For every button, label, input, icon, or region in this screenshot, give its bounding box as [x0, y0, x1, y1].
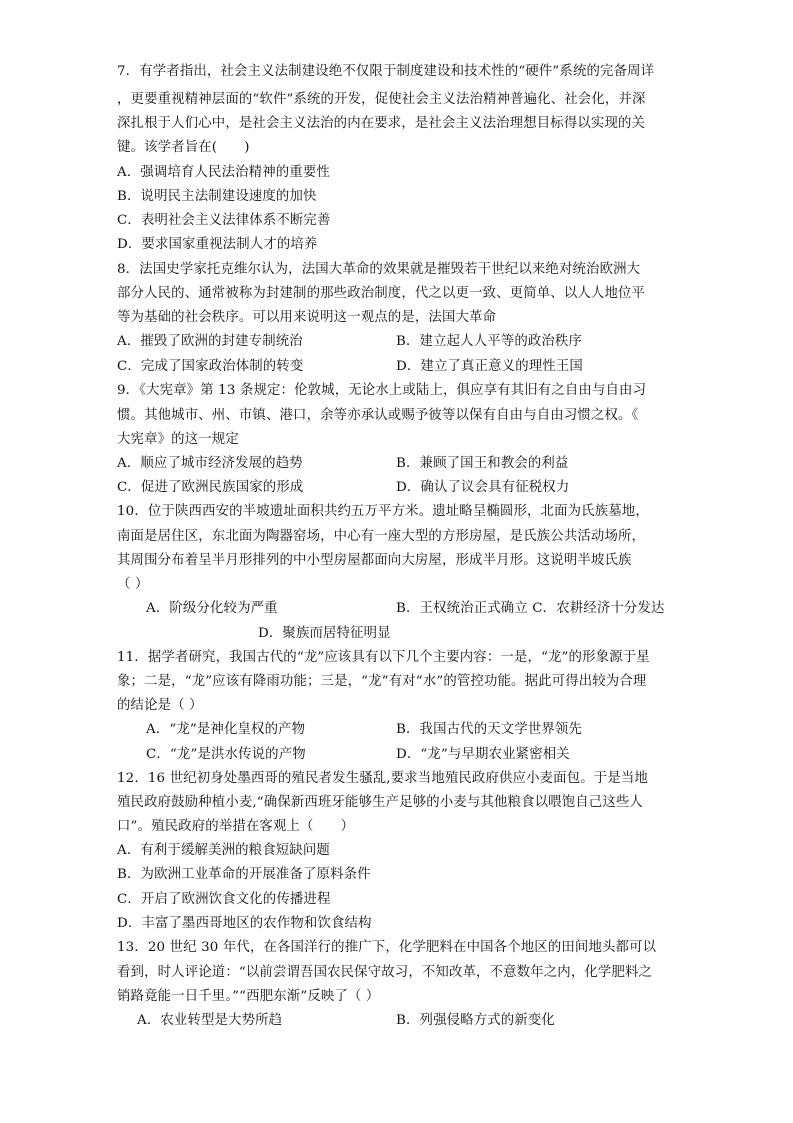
question-13-option-a: A．农业转型是大势所趋	[137, 1013, 283, 1028]
question-12-option-a: A．有利于缓解美洲的粮食短缺问题	[117, 843, 330, 858]
question-11-option-c: C．“龙”是洪水传说的产物	[146, 747, 306, 762]
question-10-stem-line-1: 10．位于陕西西安的半坡遗址面积共约五万平方米。遗址略呈椭圆形，北面为氏族墓地，	[117, 504, 649, 519]
question-8-stem-line-2: 部分人民的、通常被称为封建制的那些政治制度，代之以更一致、更简单、以人人地位平	[117, 286, 646, 301]
question-10-option-d: D．聚族而居特征明显	[258, 626, 391, 641]
question-9-stem-line-1: 9．《大宪章》第 13 条规定：伦敦城，无论水上或陆上，俱应享有其旧有之自由与自由习	[117, 383, 647, 398]
question-7-option-b: B．说明民主法制建设速度的加快	[117, 189, 317, 204]
question-7-option-d: D．要求国家重视法制人才的培养	[117, 237, 318, 252]
question-10-stem-line-2: 南面是居住区，东北面为陶器窑场，中心有一座大型的方形房屋，是氏族公共活动场所，	[117, 529, 646, 544]
question-13-stem-line-1: 13．20 世纪 30 年代，在各国洋行的推广下，化学肥料在中国各个地区的田间地头都可以	[117, 940, 657, 955]
question-11-stem-line-3: 的结论是（ ）	[117, 698, 203, 713]
question-12-stem-line-2: 殖民政府鼓励种植小麦,“确保新西班牙能够生产足够的小麦与其他粮食以喂饱自己这些人	[117, 795, 643, 810]
question-12-option-d: D．丰富了墨西哥地区的农作物和饮食结构	[117, 916, 372, 931]
question-9-option-c: C．促进了欧洲民族国家的形成	[117, 480, 304, 495]
question-13-stem-line-2: 看到，时人评论道：“以前尝谓吾国农民保守故习，不知改革，不意数年之内，化学肥料之	[117, 965, 653, 980]
question-10-stem-line-3: 其周围分布着呈半月形排列的中小型房屋都面向大房屋，形成半月形。这说明半坡氏族	[117, 553, 632, 568]
question-10-stem-line-4: （ ）	[117, 577, 149, 592]
question-11-stem-line-2: 象；二是，“龙”应该有降雨功能；三是，“龙”有对“水”的管控功能。据此可得出较为合理	[117, 674, 647, 689]
question-12-stem-line-3: 口”。殖民政府的举措在客观上（ ）	[117, 819, 355, 834]
question-12-option-c: C．开启了欧洲饮食文化的传播进程	[117, 892, 331, 907]
question-11-stem-line-1: 11．据学者研究，我国古代的“龙”应该具有以下几个主要内容：一是，“龙”的形象源于星	[117, 650, 650, 665]
question-12-option-b: B．为欧洲工业革命的开展准备了原料条件	[117, 867, 371, 882]
question-7-stem-line-3: 深扎根于人们心中，是社会主义法治的内在要求，是社会主义法治理想目标得以实现的关	[117, 116, 646, 131]
question-12-stem-line-1: 12．16 世纪初身处墨西哥的殖民者发生骚乱,要求当地殖民政府供应小麦面包。于是当地	[117, 771, 648, 786]
question-10-option-b-c: B．王权统治正式确立 C．农耕经济十分发达	[396, 601, 665, 616]
question-10-option-a: A．阶级分化较为严重	[146, 601, 278, 616]
question-8-option-d: D．建立了真正意义的理性王国	[396, 359, 583, 374]
question-7-option-a: A．强调培育人民法治精神的重要性	[117, 165, 330, 180]
question-8-option-a: A．摧毁了欧洲的封建专制统治	[117, 334, 303, 349]
question-8-stem-line-1: 8．法国史学家托克维尔认为，法国大革命的效果就是摧毁若干世纪以来绝对统治欧洲大	[117, 262, 641, 277]
question-9-option-a: A．顺应了城市经济发展的趋势	[117, 456, 303, 471]
question-7-stem-line-1: 7．有学者指出，社会主义法制建设绝不仅限于制度建设和技术性的“硬件”系统的完备周详	[117, 64, 655, 79]
question-11-option-a: A．“龙”是神化皇权的产物	[146, 722, 306, 737]
question-9-option-d: D．确认了议会具有征税权力	[396, 480, 570, 495]
question-13-option-b: B．列强侵略方式的新变化	[396, 1013, 555, 1028]
question-11-option-b: B．我国古代的天文学世界领先	[396, 722, 583, 737]
question-11-option-d: D．“龙”与早期农业紧密相关	[396, 747, 570, 762]
question-13-stem-line-3: 销路竟能一日千里。”“西肥东渐”反映了（ ）	[117, 989, 380, 1004]
question-8-option-b: B．建立起人人平等的政治秩序	[396, 334, 583, 349]
question-8-option-c: C．完成了国家政治体制的转变	[117, 359, 304, 374]
question-8-stem-line-3: 等为基础的社会秩序。可以用来说明这一观点的是，法国大革命	[117, 310, 497, 325]
question-9-stem-line-3: 大宪章》的这一规定	[117, 432, 239, 447]
question-7-stem-line-2: ，更要重视精神层面的“软件”系统的开发，促使社会主义法治精神普遍化、社会化，并深	[117, 92, 646, 107]
question-9-stem-line-2: 惯。其他城市、州、市镇、港口，余等亦承认或赐予彼等以保有自由与自由习惯之权。《	[117, 408, 639, 423]
question-9-option-b: B．兼顾了国王和教会的利益	[396, 456, 569, 471]
question-7-stem-line-4: 键。该学者旨在( )	[117, 140, 250, 155]
question-7-option-c: C．表明社会主义法律体系不断完善	[117, 213, 331, 228]
